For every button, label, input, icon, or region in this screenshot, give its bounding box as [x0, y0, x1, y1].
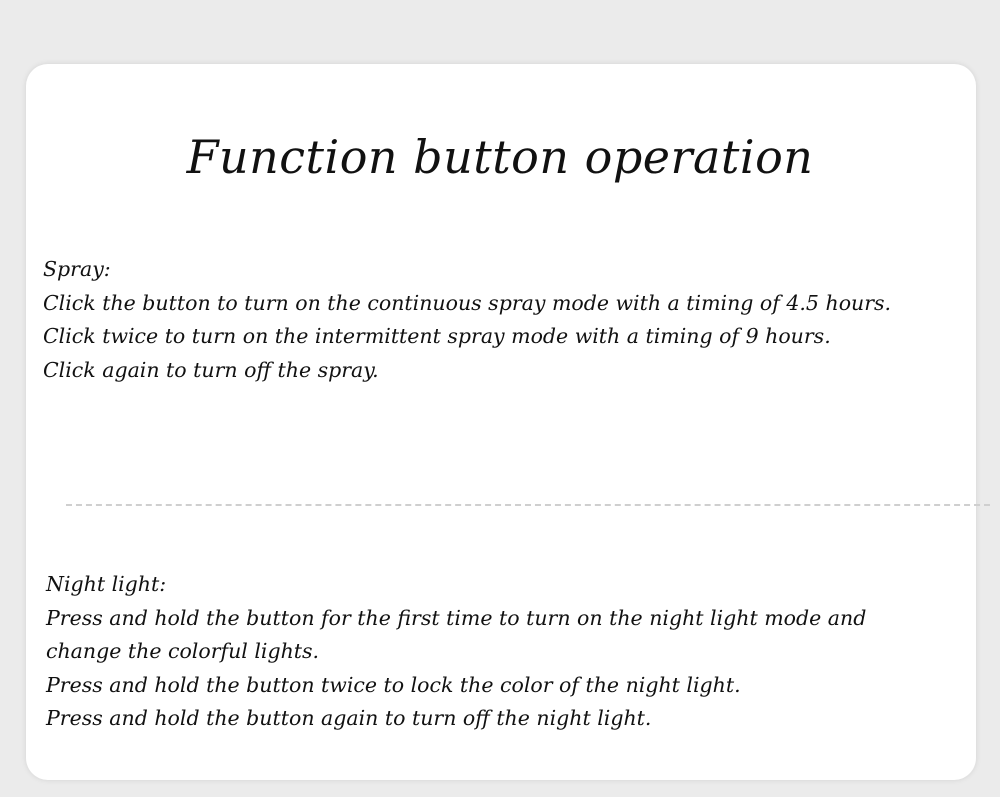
night-light-line-4: Press and hold the button again to turn off the night light.: [46, 706, 652, 730]
page-title: Function button operation: [186, 130, 814, 184]
night-light-line-2: change the colorful lights.: [46, 639, 320, 663]
section-divider: [66, 504, 990, 506]
spray-section: [43, 253, 891, 387]
night-light-section: [46, 568, 866, 736]
night-light-heading: Night light:: [46, 572, 167, 596]
spray-line-3: Click again to turn off the spray.: [43, 357, 379, 382]
night-light-line-1: Press and hold the button for the first time to turn on the night light mode and: [46, 605, 867, 630]
night-light-line-3: Press and hold the button twice to lock the color of the night light.: [46, 672, 741, 697]
spray-line-2: Click twice to turn on the intermittent spray mode with a timing of 9 hours.: [43, 324, 831, 348]
spray-line-1: Click the button to turn on the continuous spray mode with a timing of 4.5 hours.: [43, 290, 892, 315]
spray-heading: Spray:: [43, 257, 111, 281]
